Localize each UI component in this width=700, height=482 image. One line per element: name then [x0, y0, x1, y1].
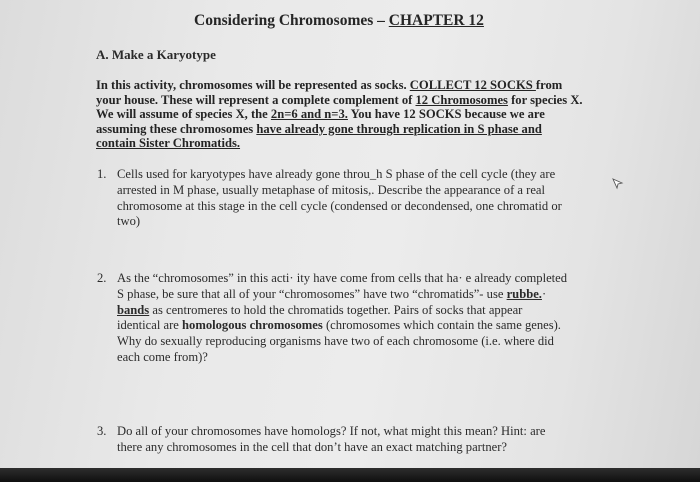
title-text: Considering Chromosomes – — [194, 12, 389, 29]
question-line: arrested in M phase, usually metaphase of mitosis,. Describe the appearance of a real — [117, 182, 546, 197]
chapter-label: CHAPTER 12 — [388, 12, 484, 29]
question-text — [117, 424, 545, 456]
question-line: chromosome at this stage in the cell cycle (condensed or decondensed, one chromatid or — [117, 198, 562, 213]
question-line: each come from)? — [117, 349, 208, 364]
section-heading: A. Make a Karyotype — [96, 47, 216, 62]
question-number: 3. — [97, 424, 107, 438]
mouse-pointer-icon — [612, 178, 624, 190]
question-number: 2. — [97, 271, 107, 285]
page-title — [194, 12, 484, 30]
intro-paragraph — [96, 78, 596, 151]
question-line: bands as centromeres to hold the chromatids together. Pairs of socks that appear — [117, 302, 523, 317]
question-line: As the “chromosomes” in this acti· ity have come from cells that ha· e already completed — [117, 271, 568, 285]
question-number: 1. — [97, 167, 107, 181]
intro-line: We will assume of species X, the 2n=6 and n=3. You have 12 SOCKS because we are — [96, 107, 545, 122]
question-line: Cells used for karyotypes have already gone throu_h S phase of the cell cycle (they are — [117, 167, 556, 181]
question-line: Do all of your chromosomes have homologs? If not, what might this mean? Hint: are — [117, 424, 546, 438]
question-line: S phase, be sure that all of your “chromosomes” have two “chromatids”- use rubbe.· — [117, 286, 547, 301]
question-line: identical are homologous chromosomes (chromosomes which contain the same genes). — [117, 318, 561, 333]
question-line: two) — [117, 214, 141, 229]
intro-line: contain Sister Chromatids. — [96, 136, 241, 151]
intro-line: assuming these chromosomes have already gone through replication in S phase and — [96, 121, 542, 136]
question-line: there any chromosomes in the cell that don’t have an exact matching partner? — [117, 439, 508, 454]
screen-bezel — [0, 468, 700, 482]
intro-line: your house. These will represent a complete complement of 12 Chromosomes for species X. — [96, 92, 583, 107]
question-text — [117, 167, 562, 230]
question-text — [117, 271, 567, 366]
question-line: Why do sexually reproducing organisms have two of each chromosome (i.e. where did — [117, 334, 554, 349]
intro-line: In this activity, chromosomes will be represented as socks. COLLECT 12 SOCKS from — [96, 78, 563, 92]
